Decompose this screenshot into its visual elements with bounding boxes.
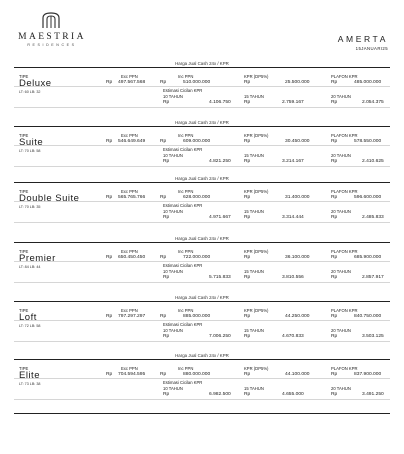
row-divider xyxy=(14,399,390,400)
unit-section xyxy=(0,61,404,119)
row-divider xyxy=(14,222,390,223)
cicilan-15-value: 4.655.000 xyxy=(282,392,304,397)
cash-price-caption: Harga Jual Cash 24x / KPR xyxy=(175,61,229,66)
cicilan-10-value: 4.106.750 xyxy=(209,100,231,105)
kpr-label: KPR (DP5%) xyxy=(244,308,269,313)
plafon-label: PLAFON KPR xyxy=(331,74,358,79)
cicilan-20-currency: Rp xyxy=(331,275,338,280)
inc-ppn-value: 885.000.000 xyxy=(183,314,211,319)
unit-land-building: LT: 72 LB: 58 xyxy=(19,324,41,328)
exc-ppn-label: Exc PPN xyxy=(121,249,138,254)
kpr-currency: Rp xyxy=(244,255,251,260)
cicilan-15-currency: Rp xyxy=(244,392,251,397)
unit-type-name: Suite xyxy=(19,137,44,148)
kpr-label: KPR (DP5%) xyxy=(244,249,269,254)
exc-ppn-value: 565.765.766 xyxy=(118,195,146,200)
cicilan-10-value: 7.006.250 xyxy=(209,334,231,339)
cicilan-10-currency: Rp xyxy=(163,159,170,164)
cicilan-15-value: 3.214.167 xyxy=(282,159,304,164)
type-label: TIPE xyxy=(19,249,29,254)
unit-land-building: LT: 70 LB: 35 xyxy=(19,205,41,209)
inc-ppn-value: 880.000.000 xyxy=(183,372,211,377)
section-divider xyxy=(14,126,390,127)
bottom-divider xyxy=(14,413,390,414)
inc-ppn-currency: Rp xyxy=(160,372,167,377)
cicilan-20-currency: Rp xyxy=(331,392,338,397)
tenor-10-label: 10 TAHUN xyxy=(163,209,183,214)
plafon-value: 578.550.000 xyxy=(354,139,382,144)
row-divider xyxy=(14,86,390,87)
plafon-currency: Rp xyxy=(331,314,338,319)
tenor-10-label: 10 TAHUN xyxy=(163,328,183,333)
tenor-15-label: 15 TAHUN xyxy=(244,209,264,214)
cicilan-20-value: 2.054.375 xyxy=(362,100,384,105)
type-label: TIPE xyxy=(19,74,29,79)
inc-ppn-label: Inc PPN xyxy=(178,249,194,254)
inc-ppn-value: 628.000.000 xyxy=(183,195,211,200)
cicilan-15-currency: Rp xyxy=(244,100,251,105)
tenor-20-label: 20 TAHUN xyxy=(331,94,351,99)
exc-ppn-value: 497.567.568 xyxy=(118,80,146,85)
tenor-15-label: 15 TAHUN xyxy=(244,386,264,391)
exc-ppn-label: Exc PPN xyxy=(121,189,138,194)
estimasi-label: Estimasi Cicilan KPR xyxy=(163,322,203,327)
maestria-logo-icon xyxy=(41,12,61,29)
cicilan-10-value: 4.821.250 xyxy=(209,159,231,164)
kpr-value: 30.450.000 xyxy=(285,139,310,144)
inc-ppn-label: Inc PPN xyxy=(178,133,194,138)
row-divider xyxy=(14,341,390,342)
section-divider xyxy=(14,182,390,183)
tenor-20-label: 20 TAHUN xyxy=(331,153,351,158)
cicilan-20-currency: Rp xyxy=(331,215,338,220)
document-date: 15JANUARI25 xyxy=(355,46,388,51)
unit-section xyxy=(0,236,404,294)
exc-ppn-label: Exc PPN xyxy=(121,366,138,371)
section-divider xyxy=(14,359,390,360)
cicilan-10-currency: Rp xyxy=(163,334,170,339)
kpr-currency: Rp xyxy=(244,314,251,319)
plafon-value: 485.000.000 xyxy=(354,80,382,85)
cicilan-20-value: 2.410.625 xyxy=(362,159,384,164)
estimasi-label: Estimasi Cicilan KPR xyxy=(163,88,203,93)
section-divider xyxy=(14,301,390,302)
plafon-currency: Rp xyxy=(331,195,338,200)
type-label: TIPE xyxy=(19,366,29,371)
type-label: TIPE xyxy=(19,189,29,194)
exc-ppn-label: Exc PPN xyxy=(121,74,138,79)
exc-ppn-label: Exc PPN xyxy=(121,308,138,313)
cicilan-10-currency: Rp xyxy=(163,100,170,105)
plafon-currency: Rp xyxy=(331,80,338,85)
document-header xyxy=(0,0,404,54)
unit-type-name: Elite xyxy=(19,370,40,381)
cicilan-10-currency: Rp xyxy=(163,392,170,397)
inc-ppn-currency: Rp xyxy=(160,314,167,319)
exc-ppn-value: 704.594.595 xyxy=(118,372,146,377)
kpr-value: 44.250.000 xyxy=(285,314,310,319)
cicilan-20-currency: Rp xyxy=(331,159,338,164)
exc-ppn-value: 650.450.450 xyxy=(118,255,146,260)
section-divider xyxy=(14,67,390,68)
unit-type-name: Premier xyxy=(19,253,56,264)
tenor-15-label: 15 TAHUN xyxy=(244,269,264,274)
cash-price-caption: Harga Jual Cash 24x / KPR xyxy=(175,236,229,241)
unit-section xyxy=(0,120,404,178)
plafon-currency: Rp xyxy=(331,255,338,260)
cicilan-20-value: 2.857.917 xyxy=(362,275,384,280)
estimasi-label: Estimasi Cicilan KPR xyxy=(163,203,203,208)
inc-ppn-currency: Rp xyxy=(160,80,167,85)
kpr-currency: Rp xyxy=(244,80,251,85)
tenor-20-label: 20 TAHUN xyxy=(331,328,351,333)
exc-ppn-currency: Rp xyxy=(106,80,113,85)
plafon-currency: Rp xyxy=(331,139,338,144)
exc-ppn-label: Exc PPN xyxy=(121,133,138,138)
plafon-value: 596.600.000 xyxy=(354,195,382,200)
inc-ppn-value: 510.000.000 xyxy=(183,80,211,85)
cicilan-10-currency: Rp xyxy=(163,275,170,280)
tenor-15-label: 15 TAHUN xyxy=(244,328,264,333)
cicilan-15-currency: Rp xyxy=(244,215,251,220)
unit-land-building: LT: 84 LB: 44 xyxy=(19,265,41,269)
exc-ppn-currency: Rp xyxy=(106,139,113,144)
cicilan-20-value: 3.503.125 xyxy=(362,334,384,339)
inc-ppn-value: 609.000.000 xyxy=(183,139,211,144)
kpr-value: 31.400.000 xyxy=(285,195,310,200)
exc-ppn-value: 797.297.297 xyxy=(118,314,146,319)
cicilan-10-currency: Rp xyxy=(163,215,170,220)
unit-section xyxy=(0,353,404,411)
project-name: AMERTA xyxy=(337,34,388,44)
tenor-10-label: 10 TAHUN xyxy=(163,153,183,158)
plafon-value: 685.900.000 xyxy=(354,255,382,260)
cicilan-15-value: 4.670.833 xyxy=(282,334,304,339)
plafon-label: PLAFON KPR xyxy=(331,189,358,194)
estimasi-label: Estimasi Cicilan KPR xyxy=(163,380,203,385)
kpr-currency: Rp xyxy=(244,372,251,377)
plafon-label: PLAFON KPR xyxy=(331,366,358,371)
tenor-10-label: 10 TAHUN xyxy=(163,386,183,391)
estimasi-label: Estimasi Cicilan KPR xyxy=(163,147,203,152)
tenor-10-label: 10 TAHUN xyxy=(163,94,183,99)
tenor-20-label: 20 TAHUN xyxy=(331,209,351,214)
row-divider xyxy=(14,320,390,321)
kpr-label: KPR (DP5%) xyxy=(244,366,269,371)
brand-subtitle: RESIDENCES xyxy=(27,43,77,47)
exc-ppn-currency: Rp xyxy=(106,195,113,200)
row-divider xyxy=(14,145,390,146)
cash-price-caption: Harga Jual Cash 24x / KPR xyxy=(175,353,229,358)
unit-section xyxy=(0,295,404,353)
unit-land-building: LT: 73 LB: 38 xyxy=(19,382,41,386)
unit-type-name: Loft xyxy=(19,312,37,323)
plafon-currency: Rp xyxy=(331,372,338,377)
cicilan-15-value: 3.810.556 xyxy=(282,275,304,280)
plafon-label: PLAFON KPR xyxy=(331,133,358,138)
unit-section xyxy=(0,176,404,234)
unit-type-name: Double Suite xyxy=(19,193,80,204)
tenor-10-label: 10 TAHUN xyxy=(163,269,183,274)
kpr-value: 25.500.000 xyxy=(285,80,310,85)
tenor-15-label: 15 TAHUN xyxy=(244,94,264,99)
exc-ppn-currency: Rp xyxy=(106,372,113,377)
unit-type-name: Deluxe xyxy=(19,78,52,89)
kpr-value: 44.100.000 xyxy=(285,372,310,377)
cicilan-20-currency: Rp xyxy=(331,100,338,105)
row-divider xyxy=(14,107,390,108)
inc-ppn-value: 722.000.000 xyxy=(183,255,211,260)
inc-ppn-currency: Rp xyxy=(160,255,167,260)
unit-land-building: LT: 70 LB: 58 xyxy=(19,149,41,153)
plafon-label: PLAFON KPR xyxy=(331,249,358,254)
type-label: TIPE xyxy=(19,308,29,313)
cicilan-15-currency: Rp xyxy=(244,334,251,339)
cash-price-caption: Harga Jual Cash 24x / KPR xyxy=(175,176,229,181)
kpr-value: 36.100.000 xyxy=(285,255,310,260)
cash-price-caption: Harga Jual Cash 24x / KPR xyxy=(175,295,229,300)
inc-ppn-label: Inc PPN xyxy=(178,74,194,79)
plafon-value: 837.900.000 xyxy=(354,372,382,377)
tenor-20-label: 20 TAHUN xyxy=(331,269,351,274)
cash-price-caption: Harga Jual Cash 24x / KPR xyxy=(175,120,229,125)
inc-ppn-label: Inc PPN xyxy=(178,308,194,313)
inc-ppn-currency: Rp xyxy=(160,139,167,144)
cicilan-10-value: 4.971.667 xyxy=(209,215,231,220)
cicilan-20-currency: Rp xyxy=(331,334,338,339)
cicilan-20-value: 2.485.833 xyxy=(362,215,384,220)
plafon-label: PLAFON KPR xyxy=(331,308,358,313)
kpr-label: KPR (DP5%) xyxy=(244,189,269,194)
cicilan-10-value: 6.982.500 xyxy=(209,392,231,397)
inc-ppn-label: Inc PPN xyxy=(178,189,194,194)
exc-ppn-value: 546.649.649 xyxy=(118,139,146,144)
tenor-20-label: 20 TAHUN xyxy=(331,386,351,391)
row-divider xyxy=(14,378,390,379)
cicilan-10-value: 5.715.833 xyxy=(209,275,231,280)
plafon-value: 840.750.000 xyxy=(354,314,382,319)
row-divider xyxy=(14,261,390,262)
type-label: TIPE xyxy=(19,133,29,138)
tenor-15-label: 15 TAHUN xyxy=(244,153,264,158)
kpr-currency: Rp xyxy=(244,139,251,144)
cicilan-20-value: 3.491.250 xyxy=(362,392,384,397)
inc-ppn-currency: Rp xyxy=(160,195,167,200)
cicilan-15-currency: Rp xyxy=(244,159,251,164)
exc-ppn-currency: Rp xyxy=(106,255,113,260)
brand-name: MAESTRIA xyxy=(18,32,86,42)
section-divider xyxy=(14,242,390,243)
cicilan-15-value: 2.759.167 xyxy=(282,100,304,105)
kpr-label: KPR (DP5%) xyxy=(244,133,269,138)
unit-land-building: LT: 60 LB: 32 xyxy=(19,90,41,94)
row-divider xyxy=(14,166,390,167)
inc-ppn-label: Inc PPN xyxy=(178,366,194,371)
cicilan-15-currency: Rp xyxy=(244,275,251,280)
kpr-label: KPR (DP5%) xyxy=(244,74,269,79)
exc-ppn-currency: Rp xyxy=(106,314,113,319)
cicilan-15-value: 3.314.444 xyxy=(282,215,304,220)
row-divider xyxy=(14,282,390,283)
estimasi-label: Estimasi Cicilan KPR xyxy=(163,263,203,268)
kpr-currency: Rp xyxy=(244,195,251,200)
